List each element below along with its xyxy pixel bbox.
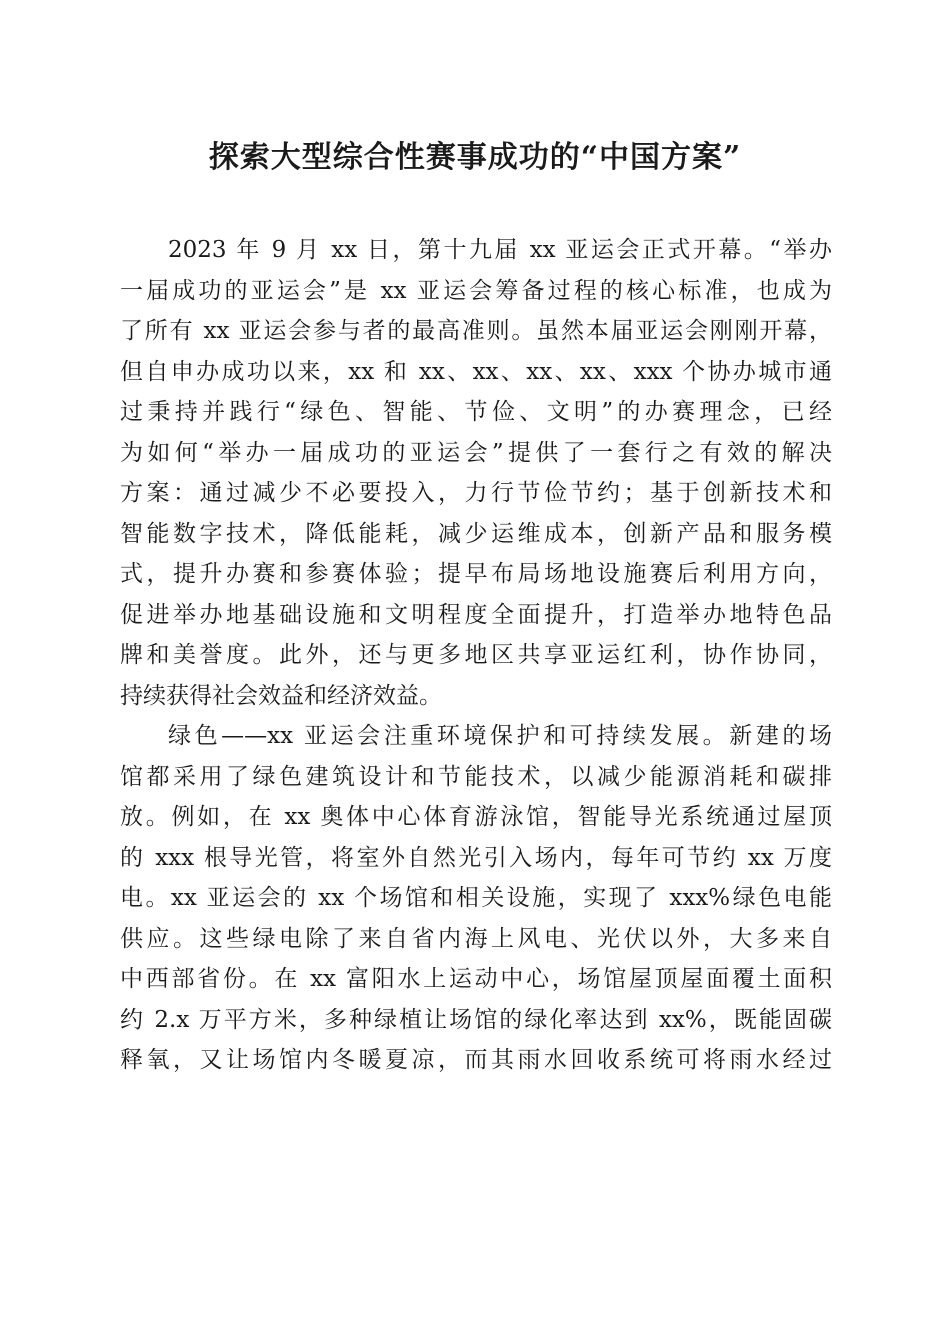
text-line: 供应。这些绿电除了来自省内海上风电、光伏以外，大多来自 [120,925,832,952]
text-line: 放。例如，在 xx 奥体中心体育游泳馆，智能导光系统通过屋顶 [120,804,832,830]
text-line: 促进举办地基础设施和文明程度全面提升，打造举办地特色品 [120,601,832,628]
document-title: 探索大型综合性赛事成功的“中国方案” [208,140,742,175]
text-line: 牌和美誉度。此外，还与更多地区共享亚运红利，协作协同， [120,642,832,668]
text-line: 方案：通过减少不必要投入，力行节俭节约；基于创新技术和 [120,480,832,506]
text-line: 绿色——xx 亚运会注重环境保护和可持续发展。新建的场 [168,723,832,749]
paragraph-intro [120,230,832,716]
text-line: 的 xxx 根导光管，将室外自然光引入场内，每年可节约 xx 万度 [120,844,832,871]
text-line: 但自申办成功以来，xx 和 xx、xx、xx、xx、xxx 个协办城市通 [120,358,832,385]
text-line: 电。xx 亚运会的 xx 个场馆和相关设施，实现了 xxx%绿色电能 [120,885,832,911]
text-line: 2023 年 9 月 xx 日，第十九届 xx 亚运会正式开幕。“举办 [168,237,832,263]
text-line: 一届成功的亚运会”是 xx 亚运会筹备过程的核心标准，也成为 [120,277,832,304]
text-line: 持续获得社会效益和经济效益。 [120,682,442,709]
document-body [120,230,832,1081]
text-line: 中西部省份。在 xx 富阳水上运动中心，场馆屋顶屋面覆土面积 [120,966,832,992]
text-line: 馆都采用了绿色建筑设计和节能技术，以减少能源消耗和碳排 [120,763,832,790]
paragraph-green [120,716,832,1081]
text-line: 智能数字技术，降低能耗，减少运维成本，创新产品和服务模 [120,520,832,547]
text-line: 为如何“举办一届成功的亚运会”提供了一套行之有效的解决 [120,439,832,466]
text-line: 释氧，又让场馆内冬暖夏凉，而其雨水回收系统可将雨水经过 [120,1047,832,1073]
text-line: 过秉持并践行“绿色、智能、节俭、文明”的办赛理念，已经 [120,399,832,425]
text-line: 约 2.x 万平方米，多种绿植让场馆的绿化率达到 xx%，既能固碳 [120,1006,832,1033]
text-line: 了所有 xx 亚运会参与者的最高准则。虽然本届亚运会刚刚开幕， [120,318,832,344]
text-line: 式，提升办赛和参赛体验；提早布局场地设施赛后利用方向， [120,561,832,587]
